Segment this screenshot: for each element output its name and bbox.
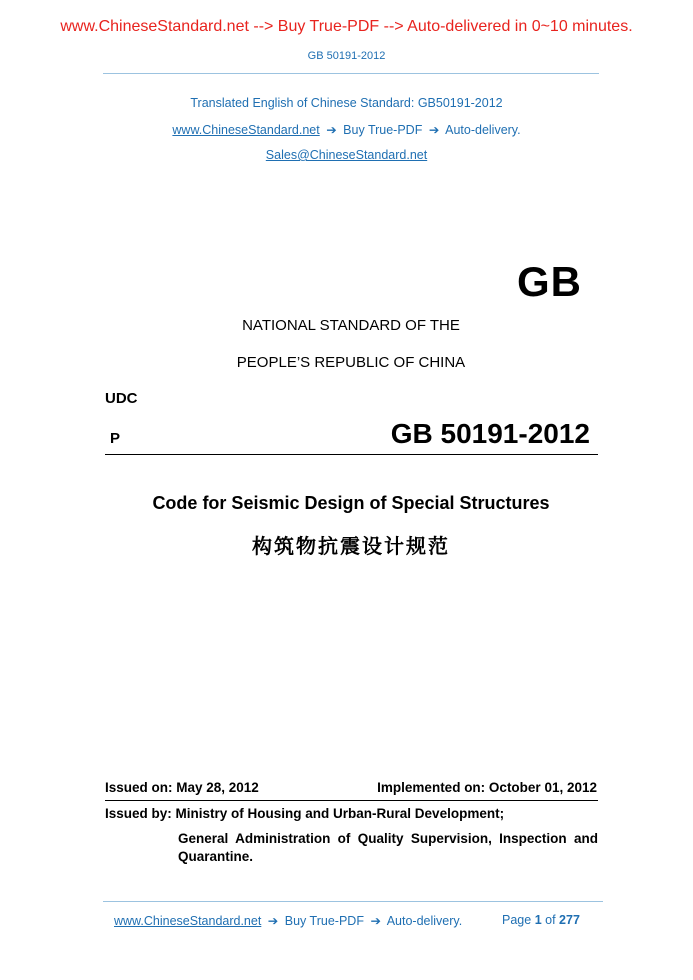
footer-divider [103,901,603,902]
email-line [0,148,693,162]
of-label: of [545,913,556,927]
national-standard-line1: NATIONAL STANDARD OF THE [242,317,460,334]
buy-pdf-text: Buy True-PDF [343,123,423,137]
standard-number: GB 50191-2012 [390,418,590,449]
promo-banner[interactable]: www.ChineseStandard.net --> Buy True-PDF --> Auto-delivered in 0~10 minutes. [60,18,633,35]
sales-email-link[interactable]: Sales@ChineseStandard.net [265,148,428,162]
p-label: P [110,430,121,447]
right-arrow-icon: ➔ [267,914,279,928]
page-total: 277 [559,913,580,927]
translation-title: Translated English of Chinese Standard: GB50191-2012 [190,96,503,110]
document-title-en: Code for Seismic Design of Special Structures [152,493,550,513]
issue-divider [105,800,598,801]
footer-links [114,913,462,928]
running-header-code: GB 50191-2012 [307,50,386,62]
issued-on-date: Issued on: May 28, 2012 [105,780,259,795]
page-indicator [502,913,580,927]
right-arrow-icon: ➔ [428,123,440,137]
gb-mark: GB [517,258,582,305]
issued-by-line [105,806,504,821]
standard-number-rule [105,454,598,455]
udc-label: UDC [105,390,138,407]
translation-links [0,122,693,137]
delivery-text: Auto-delivery. [445,123,521,137]
document-title-cn: 构筑物抗震设计规范 [252,534,450,558]
national-standard-line2: PEOPLE’S REPUBLIC OF CHINA [236,354,466,371]
site-link[interactable]: www.ChineseStandard.net [172,123,320,137]
page-number: 1 [534,913,542,927]
header-divider [103,73,599,74]
footer-delivery-text: Auto-delivery. [386,914,463,928]
issued-by-authority-1: Ministry of Housing and Urban-Rural Development; [175,806,505,821]
page-label: Page [502,913,532,927]
right-arrow-icon: ➔ [370,914,381,928]
right-arrow-icon: ➔ [326,123,337,137]
footer-site-link[interactable]: www.ChineseStandard.net [114,914,262,928]
footer-buy-text: Buy True-PDF [284,914,364,928]
issued-by-authority-2: General Administration of Quality Supervision, Inspection and Quarantine. [178,831,598,864]
implemented-on-date: Implemented on: October 01, 2012 [377,780,597,795]
issued-by-label: Issued by: [105,806,172,821]
